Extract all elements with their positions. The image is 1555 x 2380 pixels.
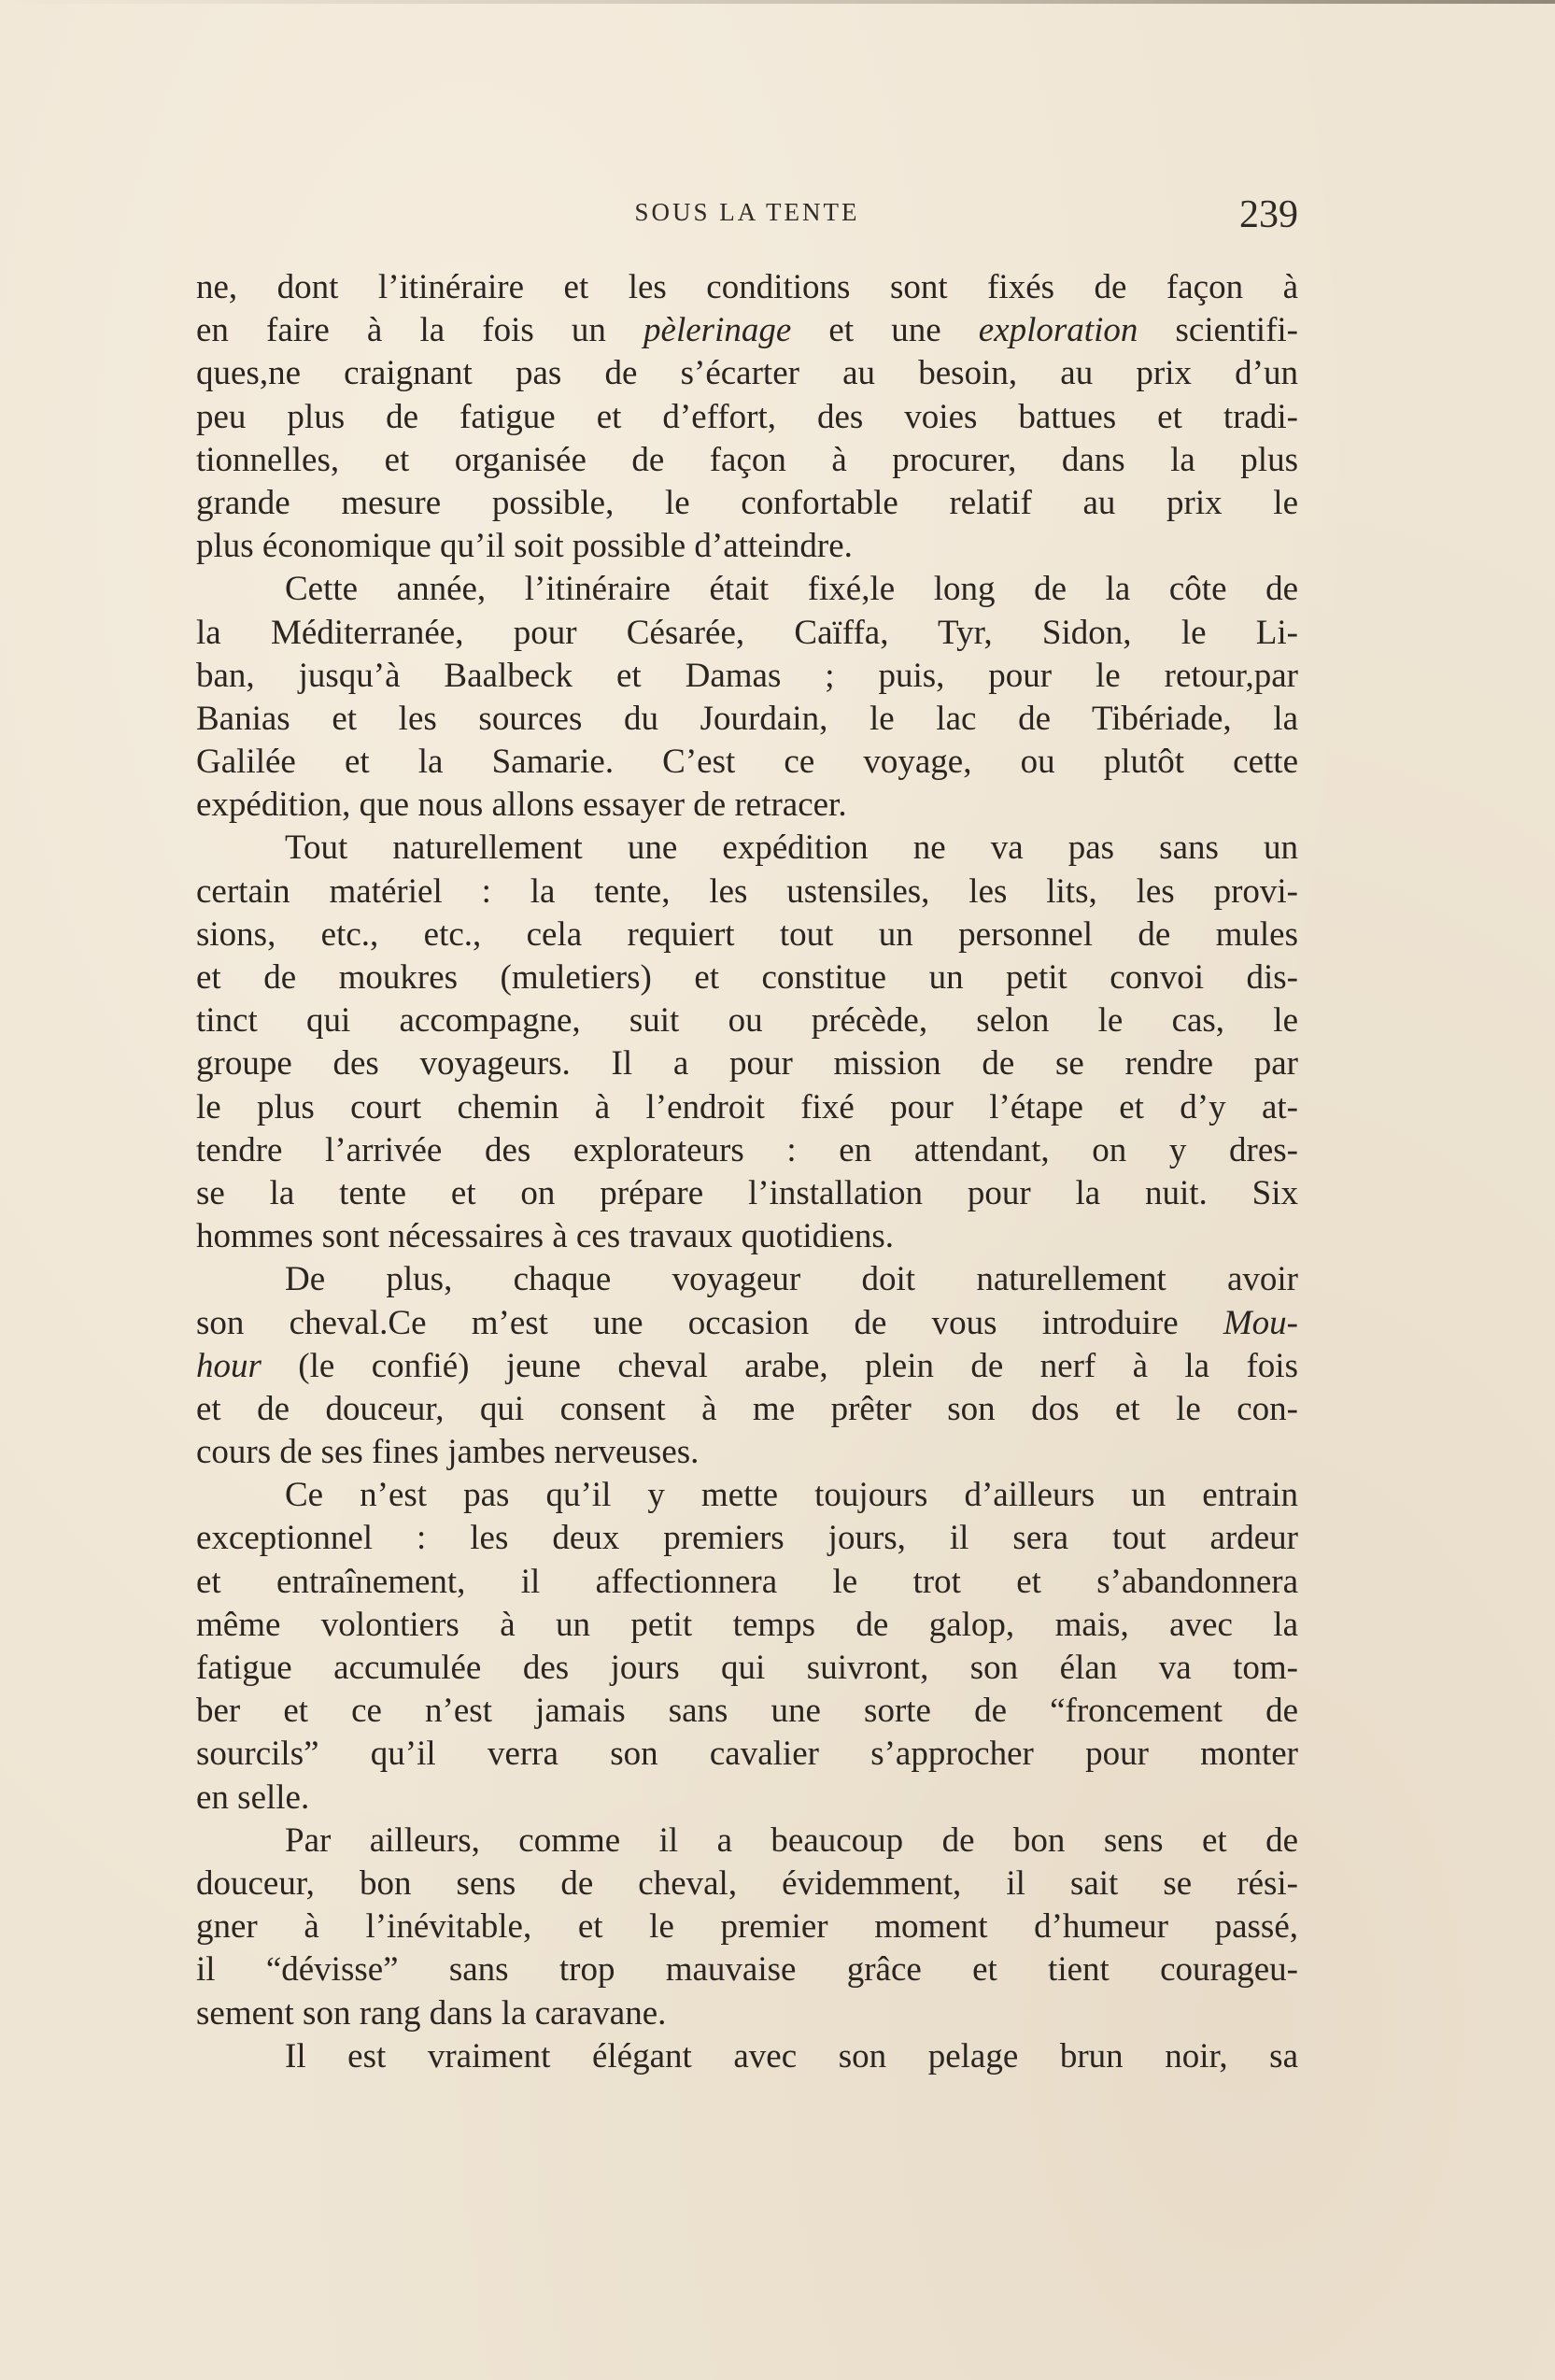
text-segment: même volontiers à un petit temps de galop, mais, avec la (196, 1605, 1298, 1644)
text-line (196, 698, 1298, 741)
text-segment: (le confié) jeune cheval arabe, plein de nerf à la fois (261, 1346, 1298, 1385)
text-segment: plus économique qu’il soit possible d’atteindre. (196, 527, 853, 566)
text-segment: la Méditerranée, pour Césarée, Caïffa, Tyr, Sidon, le Li- (196, 613, 1298, 652)
italic-text: exploration (978, 311, 1138, 350)
text-segment: se la tente et on prépare l’installation pour la nuit. Six (196, 1173, 1298, 1212)
text-line (196, 1345, 1298, 1388)
text-segment: et de douceur, qui consent à me prêter son dos et le con- (196, 1389, 1298, 1428)
text-line (196, 1258, 1298, 1301)
text-segment: ques,ne craignant pas de s’écarter au besoin, au prix d’un (196, 354, 1298, 393)
text-segment: fatigue accumulée des jours qui suivront, son élan va tom- (196, 1649, 1298, 1687)
text-line (196, 1820, 1298, 1863)
italic-text: hour (196, 1346, 262, 1385)
text-segment: gner à l’inévitable, et le premier moment d’humeur passé, (196, 1907, 1298, 1947)
text-segment: Tout naturellement une expédition ne va pas sans un (285, 829, 1298, 868)
text-segment: hommes sont nécessaires à ces travaux quotidiens. (196, 1217, 894, 1256)
text-segment: le plus court chemin à l’endroit fixé pour l’étape et d’y at- (196, 1087, 1298, 1126)
text-line (196, 482, 1298, 525)
text-line (196, 396, 1298, 439)
text-line (196, 1948, 1298, 1991)
text-segment: sions, etc., etc., cela requiert tout un personnel de mules (196, 914, 1298, 954)
text-line (196, 1431, 1298, 1474)
text-line (196, 1905, 1298, 1948)
text-line (196, 956, 1298, 999)
body-text (196, 266, 1298, 2078)
italic-text: Mou- (1223, 1303, 1298, 1342)
text-segment: groupe des voyageurs. Il a pour mission de se rendre par (196, 1044, 1298, 1084)
text-line (196, 655, 1298, 698)
text-line (196, 1129, 1298, 1172)
text-segment: exceptionnel : les deux premiers jours, il sera tout ardeur (196, 1519, 1298, 1558)
text-segment: certain matériel : la tente, les ustensiles, les lits, les provi- (196, 871, 1298, 911)
text-segment: scientifi- (1138, 311, 1299, 350)
text-line (196, 1777, 1298, 1820)
text-segment: Il est vraiment élégant avec son pelage brun noir, sa (285, 2036, 1298, 2075)
text-line (196, 1086, 1298, 1129)
text-line (196, 871, 1298, 914)
running-title: SOUS LA TENTE (634, 198, 860, 226)
text-line (196, 1474, 1298, 1517)
text-line (196, 1992, 1298, 2035)
text-segment: sement son rang dans la caravane. (196, 1993, 667, 2033)
text-line (196, 1863, 1298, 1905)
page-top-edge (0, 0, 1555, 4)
text-line (196, 914, 1298, 956)
text-segment: cours de ses fines jambes nerveuses. (196, 1433, 700, 1472)
text-segment: sourcils” qu’il verra son cavalier s’approcher pour monter (196, 1735, 1298, 1774)
text-segment: ne, dont l’itinéraire et les conditions sont fixés de façon à (196, 268, 1298, 306)
text-line (196, 568, 1298, 611)
text-line (196, 1172, 1298, 1215)
text-line (196, 784, 1298, 827)
text-segment: Cette année, l’itinéraire était fixé,le long de la côte de (285, 570, 1298, 609)
text-segment: ber et ce n’est jamais sans une sorte de “froncement de (196, 1692, 1298, 1731)
text-line (196, 2035, 1298, 2078)
text-segment: en faire à la fois un (196, 311, 644, 350)
text-segment: tendre l’arrivée des explorateurs : en attendant, on y dres- (196, 1130, 1298, 1169)
text-line (196, 827, 1298, 870)
text-segment: Par ailleurs, comme il a beaucoup de bon sens et de (285, 1820, 1298, 1860)
text-segment: peu plus de fatigue et d’effort, des voies battues et tradi- (196, 397, 1298, 436)
text-line (196, 1517, 1298, 1560)
text-line (196, 1647, 1298, 1690)
text-segment: Ce n’est pas qu’il y mette toujours d’ailleurs un entrain (285, 1476, 1298, 1515)
text-line (196, 1042, 1298, 1085)
text-segment: et de moukres (muletiers) et constitue un petit convoi dis- (196, 958, 1298, 997)
text-segment: douceur, bon sens de cheval, évidemment, il sait se rési- (196, 1863, 1298, 1903)
text-line (196, 1215, 1298, 1258)
text-segment: expédition, que nous allons essayer de retracer. (196, 786, 847, 825)
text-line (196, 439, 1298, 482)
text-line (196, 741, 1298, 784)
text-segment: grande mesure possible, le confortable relatif au prix le (196, 483, 1298, 522)
text-line (196, 612, 1298, 655)
text-line (196, 1302, 1298, 1345)
text-segment: Galilée et la Samarie. C’est ce voyage, ou plutôt cette (196, 743, 1298, 782)
text-segment: il “dévisse” sans trop mauvaise grâce et tient courageu- (196, 1950, 1298, 1990)
text-segment: ban, jusqu’à Baalbeck et Damas ; puis, pour le retour,par (196, 656, 1298, 695)
text-line (196, 1604, 1298, 1647)
text-segment: et une (791, 311, 979, 350)
text-line (196, 1388, 1298, 1431)
text-segment: tionnelles, et organisée de façon à procurer, dans la plus (196, 440, 1298, 479)
text-line (196, 1690, 1298, 1733)
text-line (196, 309, 1298, 352)
page-number: 239 (1239, 193, 1298, 236)
italic-text: pèlerinage (643, 311, 792, 350)
text-line (196, 999, 1298, 1042)
text-line (196, 1733, 1298, 1776)
running-head (196, 193, 1298, 239)
text-line (196, 1561, 1298, 1604)
text-segment: en selle. (196, 1778, 310, 1817)
text-segment: son cheval.Ce m’est une occasion de vous introduire (196, 1303, 1223, 1342)
text-segment: tinct qui accompagne, suit ou précède, selon le cas, le (196, 1001, 1298, 1041)
text-line (196, 266, 1298, 309)
text-line (196, 525, 1298, 568)
text-segment: Banias et les sources du Jourdain, le lac de Tibériade, la (196, 699, 1298, 738)
text-segment: De plus, chaque voyageur doit naturellement avoir (285, 1260, 1298, 1299)
text-segment: et entraînement, il affectionnera le trot et s’abandonnera (196, 1562, 1298, 1601)
text-line (196, 352, 1298, 395)
